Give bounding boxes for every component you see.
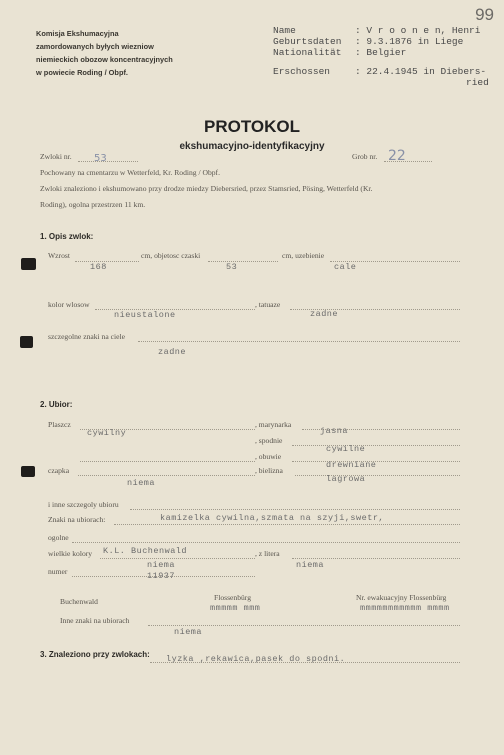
document-title: PROTOKOL <box>203 117 301 136</box>
plaszcz-value: cywilny <box>87 428 127 438</box>
obuwie-value: drewniane <box>326 460 377 470</box>
section-2-heading: 2. Ubior: <box>40 400 73 409</box>
ink-blot <box>21 258 36 270</box>
grob-value: 22 <box>388 148 406 164</box>
shot-value-2: ried <box>466 77 489 88</box>
page-number: 99 <box>475 5 494 24</box>
name-label: Name <box>273 25 296 36</box>
zwloki-value: 53 <box>94 153 107 164</box>
kolor-value: nieustalone <box>114 310 176 320</box>
bielizna-value: lagrowa <box>326 474 366 484</box>
znaki-ubior-label: Znaki na ubiorach: <box>48 515 106 524</box>
section-3-heading: 3. Znaleziono przy zwlokach: <box>40 650 150 659</box>
znaki-ubior-value: kamizelka cywilna,szmata na szyji,swetr, <box>160 513 385 523</box>
ogolne-label: ogolne <box>48 533 69 542</box>
inne-label: i inne szczegoly ubioru <box>48 500 119 509</box>
zwloki-label: Zwloki nr. <box>40 152 72 161</box>
ink-blot-2 <box>20 336 33 348</box>
wzrost-label: Wzrost <box>48 251 70 260</box>
numer-value-1: niema <box>147 560 176 570</box>
spodnie-label: , spodnie <box>255 436 283 445</box>
obuwie-label: , obuwie <box>255 452 282 461</box>
znaki-value: zadne <box>158 347 187 357</box>
name-value: : V r o o n e n, Henri <box>355 25 481 36</box>
uzebienie-label: cm, uzebienie <box>282 251 325 260</box>
grob-label: Grob nr. <box>352 152 378 161</box>
z-litera-label: , z litera <box>255 549 280 558</box>
spodnie-value: cywilne <box>326 444 366 454</box>
numer-value-2: 11937 <box>147 571 176 581</box>
found-text-2: Roding), ogolna przestrzen 11 km. <box>40 200 146 209</box>
plaszcz-label: Plaszcz <box>48 420 71 429</box>
marynarka-label: , marynarka <box>255 420 292 429</box>
wielkie-value: K.L. Buchenwald <box>103 546 188 556</box>
document-subtitle: ekshumacyjno-identyfikacyjny <box>179 141 325 152</box>
z-litera-value: niema <box>296 560 325 570</box>
czapka-label: czapka <box>48 466 70 475</box>
kolor-label: kolor wlosow <box>48 300 90 309</box>
znaki-label: szczegolne znaki na ciele <box>48 332 125 341</box>
tatuaze-label: , tatuaze <box>255 300 281 309</box>
ink-blot-3 <box>21 466 35 477</box>
marynarka-value: jasna <box>320 426 349 436</box>
nationality-label: Nationalität <box>273 47 342 58</box>
czaski-value: 53 <box>226 262 238 272</box>
inne-znaki-label: Inne znaki na ubiorach <box>60 616 130 625</box>
nationality-value: : Belgier <box>355 47 407 58</box>
birth-label: Geburtsdaten <box>273 36 342 47</box>
numer-label: numer <box>48 567 68 576</box>
buried-text: Pochowany na cmentarzu w Wetterfeld, Kr. Roding / Obpf. <box>40 168 220 177</box>
uzebienie-value: cale <box>334 262 357 272</box>
inne-znaki-value: niema <box>174 627 203 637</box>
org-line-2: zamordowanych byłych wiezniow <box>36 42 154 51</box>
bielizna-label: , bielizna <box>255 466 283 475</box>
wielkie-label: wielkie kolory <box>48 549 93 558</box>
flossenburg-value: mmmmm mmm <box>210 603 261 613</box>
shot-value: : 22.4.1945 in Diebers- <box>355 66 487 77</box>
org-line-3: niemieckich obozow koncentracyjnych <box>36 55 173 64</box>
section-3-value: lyzka ,rekawica,pasek do spodni. <box>166 654 346 664</box>
commission-header <box>36 27 173 79</box>
flossenburg-label: Flossenbürg <box>214 593 251 602</box>
org-line-1: Komisja Ekshumacyjna <box>36 29 119 38</box>
section-1-heading: 1. Opis zwlok: <box>40 232 94 241</box>
buchenwald-label: Buchenwald <box>60 597 98 606</box>
ewak-label: Nr. ewakuacyjny Flossenbürg <box>356 593 447 602</box>
shot-label: Erschossen <box>273 66 331 77</box>
czaski-label: cm, objetosc czaski <box>141 251 201 260</box>
czapka-value: niema <box>127 478 156 488</box>
wzrost-value: 168 <box>90 262 107 272</box>
org-line-4: w powiecie Roding / Obpf. <box>36 68 128 77</box>
birth-value: : 9.3.1876 in Liege <box>355 36 464 47</box>
ewak-value: mmmmmmmmmmm mmmm <box>360 603 450 613</box>
found-text-1: Zwloki znaleziono i ekshumowano przy drodze miedzy Diebersried, przez Stamsried, Pösing, Wetterfeld (Kr. <box>40 184 373 193</box>
tatuaze-value: zadne <box>310 309 339 319</box>
